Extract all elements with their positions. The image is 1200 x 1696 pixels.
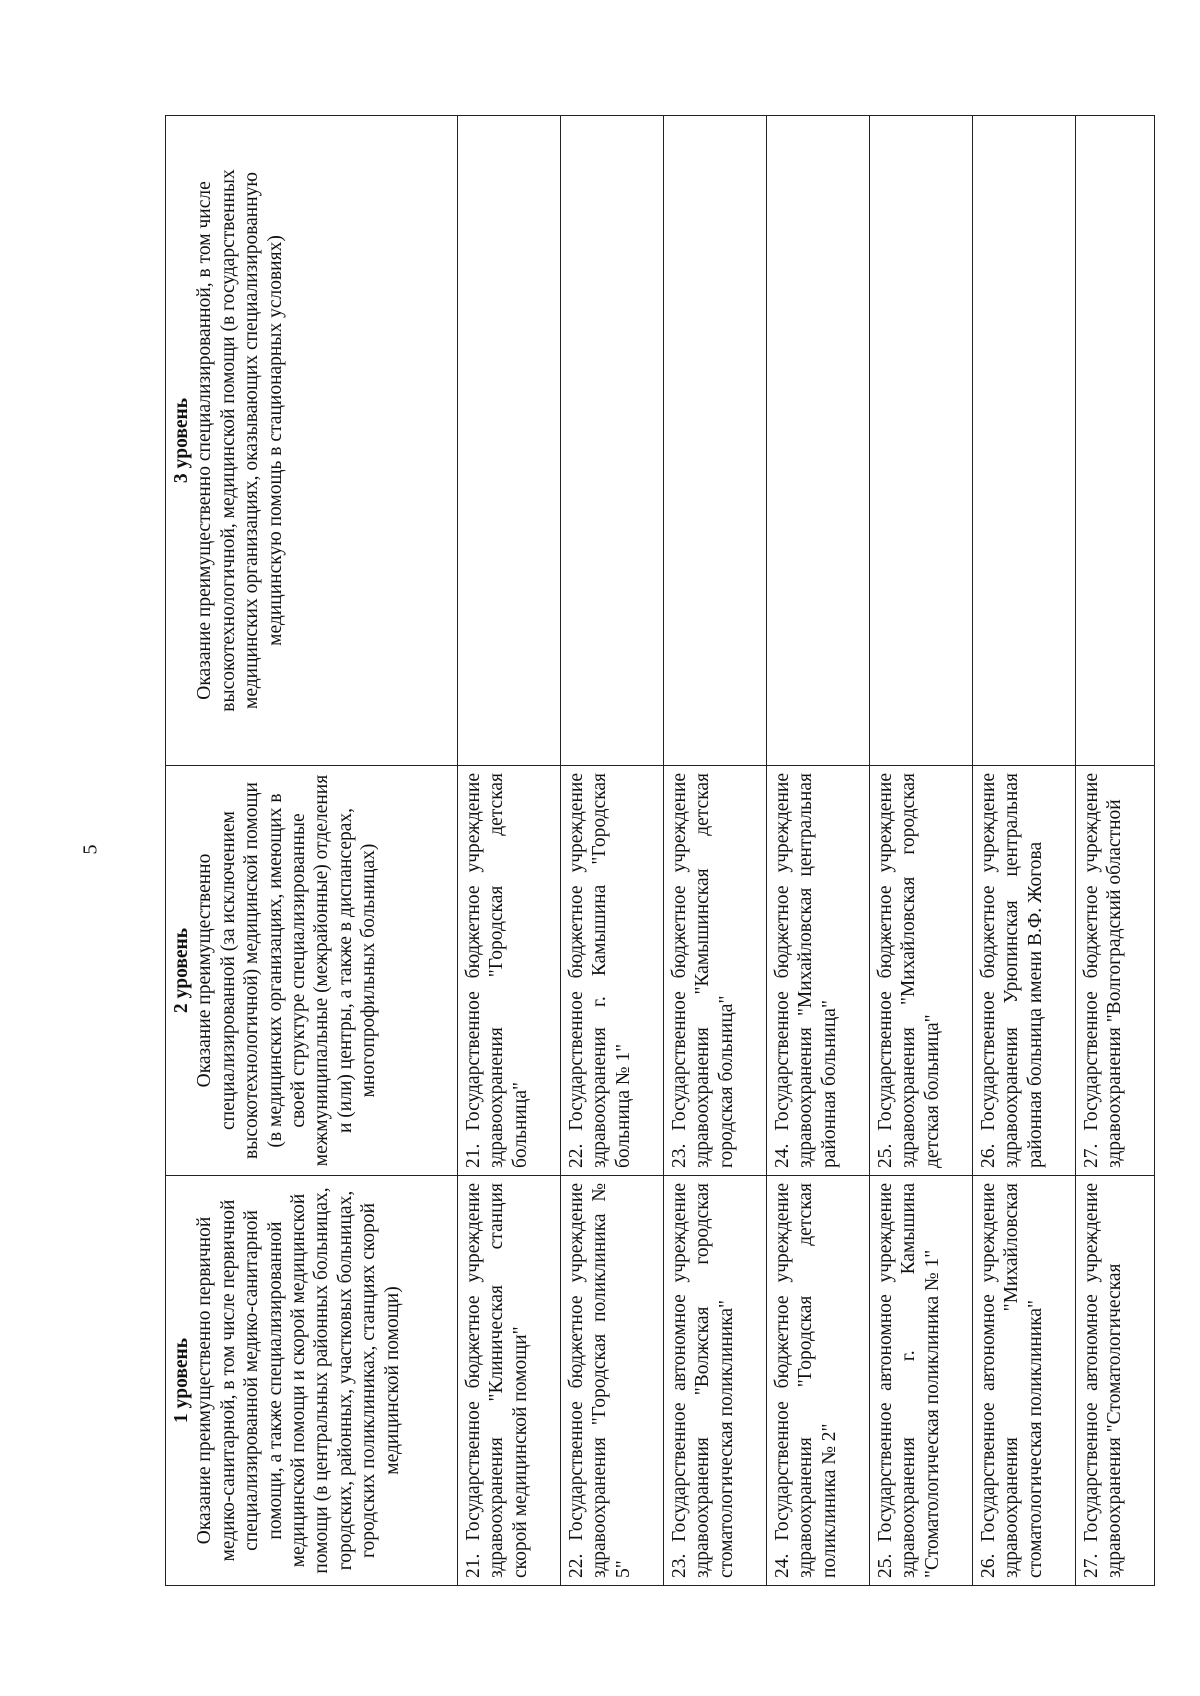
table-cell bbox=[870, 116, 973, 766]
table-cell: 21. Государственное бюджетное учреждение здравоохранения "Городская детская больница" bbox=[458, 766, 561, 1176]
table-cell bbox=[458, 116, 561, 766]
table-cell: 27. Государственное бюджетное учреждение здравоохранения "Волгоградский областной bbox=[1076, 766, 1155, 1176]
table-cell: 23. Государственное бюджетное учреждение здравоохранения "Камышинская детская городская больница" bbox=[664, 766, 767, 1176]
table-cell: 23. Государственное автономное учреждение здравоохранения "Волжская городская стоматологическая поликлиника" bbox=[664, 1176, 767, 1586]
level-description: Оказание преимущественно специализированной, в том числе высокотехнологичной, медицинской помощи (в государственных медицинских организациях, оказывающих специализированную медицинскую помощь в стационарных условиях) bbox=[194, 169, 286, 712]
header-cell-level-2 bbox=[166, 766, 458, 1176]
table-cell: 25. Государственное автономное учреждение здравоохранения г. Камышина "Стоматологическая поликлиника № 1" bbox=[870, 1176, 973, 1586]
level-description: Оказание преимущественно специализированной (за исключением высокотехнологичной) медицинской помощи (в медицинских организациях, имеющих в своей структуре специализированные межмуниципальные (межрайонные) отделения и (или) центры, а также в диспансерах, многопрофильных больницах) bbox=[194, 774, 380, 1167]
table-row bbox=[1076, 116, 1155, 1586]
table-row bbox=[767, 116, 870, 1586]
rotated-table-container bbox=[165, 116, 1126, 1586]
table-row bbox=[561, 116, 664, 1586]
table-cell bbox=[1076, 116, 1155, 766]
table-cell bbox=[664, 116, 767, 766]
table-cell: 26. Государственное автономное учреждение здравоохранения "Михайловская стоматологическая поликлиника" bbox=[973, 1176, 1076, 1586]
table-cell: 22. Государственное бюджетное учреждение здравоохранения г. Камышина "Городская больница № 1" bbox=[561, 766, 664, 1176]
level-title: 1 уровень bbox=[171, 1337, 192, 1424]
table-cell: 24. Государственное бюджетное учреждение здравоохранения "Михайловская центральная районная больница" bbox=[767, 766, 870, 1176]
table-cell: 24. Государственное бюджетное учреждение здравоохранения "Городская детская поликлиника № 2" bbox=[767, 1176, 870, 1586]
table-cell bbox=[767, 116, 870, 766]
table-header-row bbox=[166, 116, 458, 1586]
header-cell-level-3 bbox=[166, 116, 458, 766]
table-cell bbox=[973, 116, 1076, 766]
level-title: 3 уровень bbox=[171, 397, 192, 484]
table-row bbox=[870, 116, 973, 1586]
table-row bbox=[458, 116, 561, 1586]
table-cell: 25. Государственное бюджетное учреждение здравоохранения "Михайловская городская детская больница" bbox=[870, 766, 973, 1176]
table-cell: 21. Государственное бюджетное учреждение здравоохранения "Клиническая станция скорой медицинской помощи" bbox=[458, 1176, 561, 1586]
table-cell: 22. Государственное бюджетное учреждение здравоохранения "Городская поликлиника № 5" bbox=[561, 1176, 664, 1586]
header-cell-level-1 bbox=[166, 1176, 458, 1586]
table-cell bbox=[561, 116, 664, 766]
table-row bbox=[973, 116, 1076, 1586]
level-description: Оказание преимущественно первичной медико-санитарной, в том числе первичной специализированной медико-санитарной помощи, а также специализированной медицинской помощи и скорой медицинской помощи (в центральных районных больницах, городских, районных, участковых больницах, городских поликлиниках, станциях скорой медицинской помощи) bbox=[194, 1187, 403, 1574]
table-cell: 27. Государственное автономное учреждение здравоохранения "Стоматологическая bbox=[1076, 1176, 1155, 1586]
table-row bbox=[664, 116, 767, 1586]
level-title: 2 уровень bbox=[171, 927, 192, 1014]
page-number: 5 bbox=[79, 844, 102, 855]
levels-table bbox=[165, 115, 1155, 1586]
table-cell: 26. Государственное бюджетное учреждение здравоохранения Урюпинская центральная районная больница имени В.Ф. Жогова bbox=[973, 766, 1076, 1176]
